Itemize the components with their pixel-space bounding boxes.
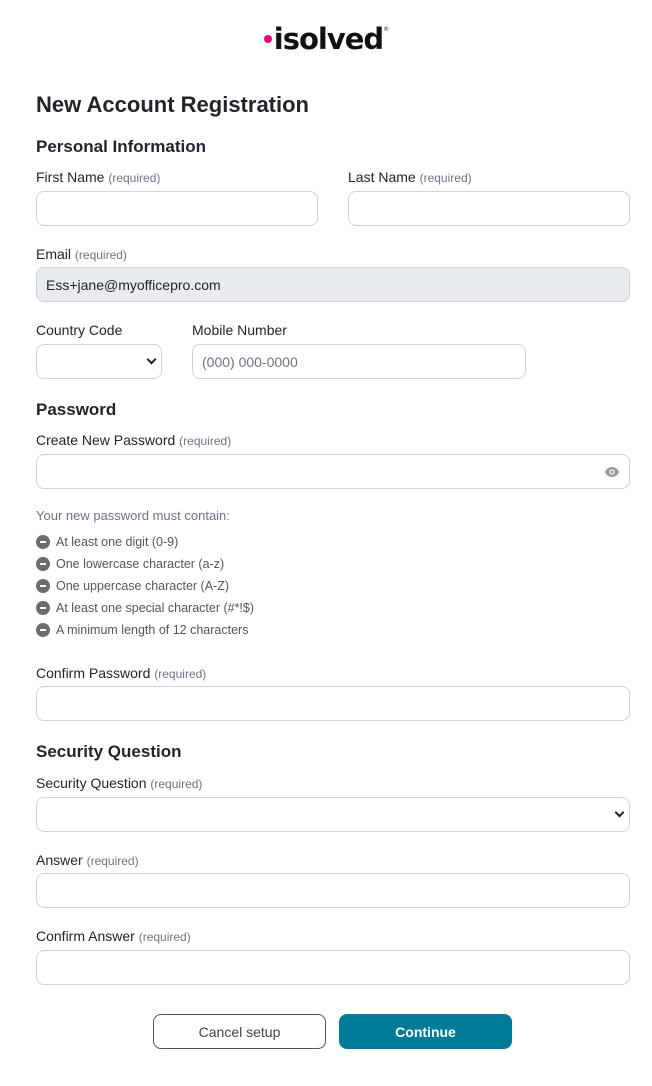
confirm-answer-label: Confirm Answer (required)	[36, 928, 191, 944]
password-rule: One uppercase character (A-Z)	[36, 579, 229, 593]
chevron-down-icon	[615, 808, 625, 818]
answer-input[interactable]	[36, 873, 630, 908]
password-heading: Password	[36, 400, 117, 419]
eye-icon[interactable]	[604, 466, 620, 478]
isolved-logo: isolved®	[0, 22, 652, 56]
confirm-password-label: Confirm Password (required)	[36, 665, 207, 681]
country-code-select[interactable]	[36, 344, 162, 379]
personal-info-heading: Personal Information	[36, 137, 207, 156]
password-rule: At least one digit (0-9)	[36, 535, 178, 549]
cancel-setup-button[interactable]: Cancel setup	[153, 1014, 326, 1049]
country-code-label: Country Code	[36, 322, 123, 338]
first-name-label: First Name (required)	[36, 169, 161, 185]
minus-circle-icon	[36, 579, 50, 593]
security-question-label: Security Question (required)	[36, 775, 203, 791]
password-rule: A minimum length of 12 characters	[36, 623, 248, 637]
minus-circle-icon	[36, 535, 50, 549]
confirm-answer-input[interactable]	[36, 950, 630, 985]
page-title: New Account Registration	[36, 92, 309, 117]
password-rules-title: Your new password must contain:	[36, 508, 230, 523]
first-name-input[interactable]	[36, 191, 318, 226]
email-input[interactable]: Ess+jane@myofficepro.com	[36, 267, 630, 302]
confirm-password-input[interactable]	[36, 686, 630, 721]
answer-label: Answer (required)	[36, 852, 139, 868]
security-question-select[interactable]	[36, 797, 630, 832]
last-name-label: Last Name (required)	[348, 169, 472, 185]
email-label: Email (required)	[36, 246, 127, 262]
last-name-input[interactable]	[348, 191, 630, 226]
continue-button[interactable]: Continue	[339, 1014, 512, 1049]
mobile-input[interactable]: (000) 000-0000	[192, 344, 526, 379]
mobile-label: Mobile Number	[192, 322, 287, 338]
password-rule: At least one special character (#*!$)	[36, 601, 254, 615]
security-heading: Security Question	[36, 742, 182, 761]
create-password-input[interactable]	[36, 454, 630, 489]
minus-circle-icon	[36, 623, 50, 637]
chevron-down-icon	[147, 355, 157, 365]
password-rule: One lowercase character (a-z)	[36, 557, 224, 571]
create-password-label: Create New Password (required)	[36, 432, 232, 448]
minus-circle-icon	[36, 557, 50, 571]
minus-circle-icon	[36, 601, 50, 615]
